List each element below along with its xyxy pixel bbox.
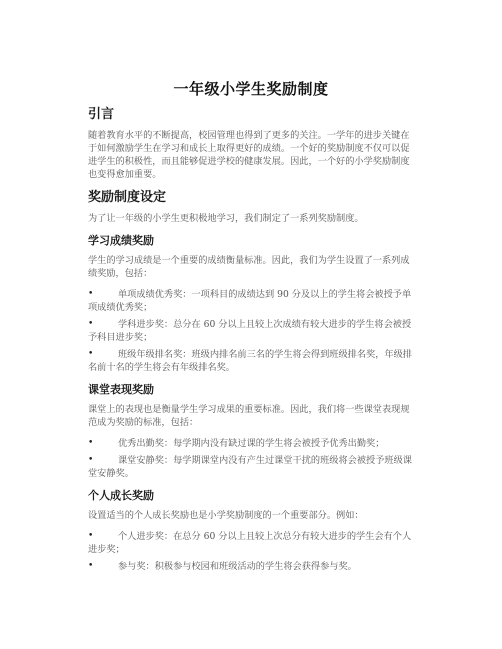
bullet-icon: • [88, 289, 94, 299]
list-item-text: 参与奖：积极参与校园和班级活动的学生将会获得参与奖。 [118, 561, 357, 572]
academic-paragraph: 学生的学习成绩是一个重要的成绩衡量标准。因此，我们为学生设置了一系列成绩奖励，包括： [88, 255, 410, 279]
list-item [88, 288, 418, 314]
growth-paragraph: 设置适当的个人成长奖励也是小学奖励制度的一个重要部分。例如： [88, 510, 364, 521]
list-item-text: 个人进步奖：在总分 60 分以上且较上次总分有较大进步的学生会有个人进步奖； [88, 531, 412, 555]
list-item [88, 454, 418, 480]
setup-heading: 奖励制度设定 [88, 190, 167, 205]
bullet-icon: • [88, 319, 94, 329]
list-item [88, 530, 418, 556]
growth-list [88, 530, 418, 573]
academic-list [88, 288, 418, 374]
list-item-text: 课堂安静奖：每学期课堂内没有产生过课堂干扰的班级将会被授予班级课堂安静奖。 [88, 455, 412, 479]
document-title: 一年级小学生奖励制度 [173, 80, 329, 98]
classroom-heading: 课堂表现奖励 [88, 383, 154, 396]
intro-heading: 引言 [88, 107, 115, 122]
list-item [88, 560, 418, 573]
classroom-list [88, 437, 418, 480]
list-item [88, 437, 418, 450]
list-item [88, 348, 418, 374]
list-item-text: 学科进步奖：总分在 60 分以上且较上次成绩有较大进步的学生将会被授予科目进步奖； [88, 319, 412, 343]
bullet-icon: • [88, 561, 94, 571]
bullet-icon: • [88, 531, 94, 541]
growth-heading: 个人成长奖励 [88, 489, 154, 502]
list-item [88, 318, 418, 344]
bullet-icon: • [88, 349, 94, 359]
academic-heading: 学习成绩奖励 [88, 234, 154, 247]
intro-paragraph: 随着教育水平的不断提高，校园管理也得到了更多的关注。一学年的进步关键在于如何激励学生在学习和成长上取得更好的成绩。一个好的奖励制度不仅可以促进学生的积极性，而且能够促进学校的健康发展。因此，一个好的小学奖励制度也变得愈加重要。 [88, 130, 410, 180]
list-item-text: 单项成绩优秀奖：一项科目的成绩达到 90 分及以上的学生将会被授予单项成绩优秀奖； [88, 289, 412, 313]
bullet-icon: • [88, 455, 94, 465]
bullet-icon: • [88, 438, 94, 448]
list-item-text: 优秀出勤奖：每学期内没有缺过课的学生将会被授予优秀出勤奖； [118, 438, 385, 449]
document-body [88, 106, 418, 581]
setup-paragraph: 为了让一年级的小学生更积极地学习，我们制定了一系列奖励制度。 [88, 213, 364, 224]
list-item-text: 班级年级排名奖：班级内排名前三名的学生将会得到班级排名奖，年级排名前十名的学生将会有年级排名奖。 [88, 349, 412, 373]
classroom-paragraph: 课堂上的表现也是衡量学生学习成果的重要标准。因此，我们将一些课堂表现规范成为奖励的标准，包括： [88, 404, 410, 428]
